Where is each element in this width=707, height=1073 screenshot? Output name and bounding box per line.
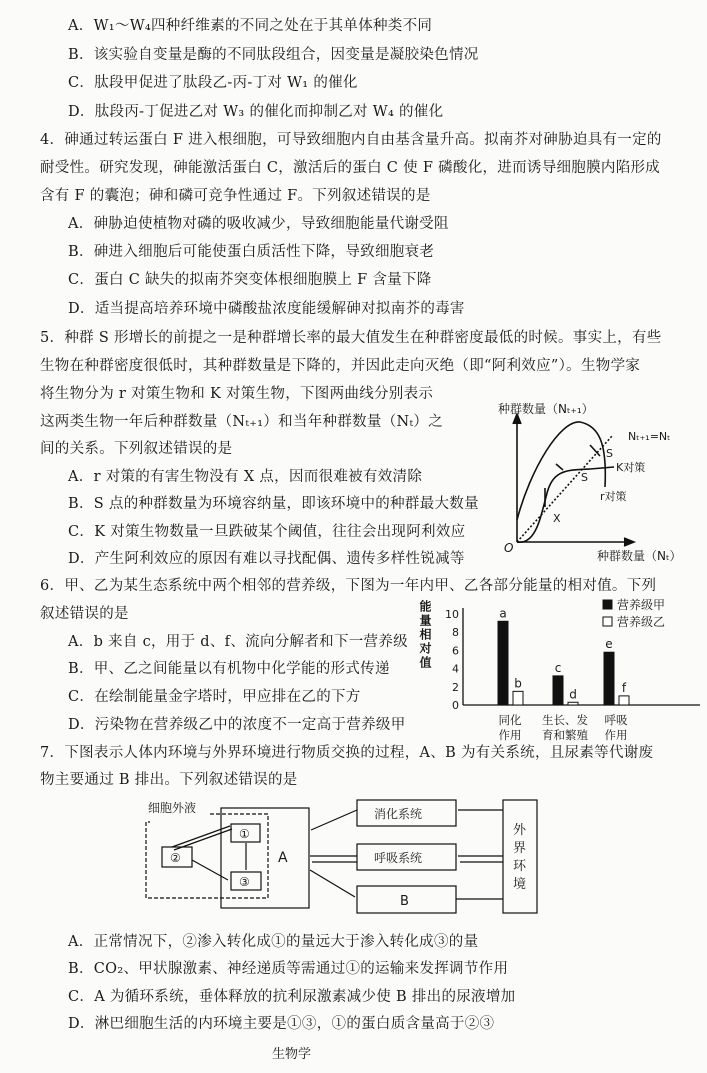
label-external: 环 (513, 859, 527, 874)
node-1: ① (239, 827, 250, 841)
y-tick-label: 2 (452, 680, 459, 694)
q5-option-b: B．S 点的种群数量为环境容纳量，即该环境中的种群最大数量 (68, 496, 479, 512)
box-external (503, 800, 537, 913)
category-label: 作用 (498, 728, 522, 742)
r-strategy-label: r对策 (600, 490, 627, 503)
q4-stem: 含有 F 的囊泡；砷和磷可竞争性通过 F。下列叙述错误的是 (40, 188, 431, 204)
q7-option-a: A．正常情况下，②渗入转化成①的量远大于渗入转化成③的量 (68, 934, 479, 950)
q5-stem: 将生物分为 r 对策生物和 K 对策生物，下图两曲线分别表示 (40, 386, 434, 402)
q4-stem: 4．砷通过转运蛋白 F 进入根细胞，可导致细胞内自由基含量升高。拟南芥对砷胁迫具有一定的 (40, 132, 662, 148)
k-strategy-label: K对策 (616, 461, 646, 474)
q7-stem: 7．下图表示人体内环境与外界环境进行物质交换的过程，A、B 为有关系统，且尿素等代谢废 (40, 745, 654, 761)
q7-option-d: D．淋巴细胞生活的内环境主要是①③，①的蛋白质含量高于②③ (68, 1016, 495, 1032)
y-tick-label: 4 (452, 662, 459, 676)
category-label: 呼吸 (604, 713, 628, 727)
q4-option-c: C．蛋白 C 缺失的拟南芥突变体根细胞膜上 F 含量下降 (68, 272, 432, 288)
box-a (221, 808, 309, 908)
data-label: e (605, 637, 613, 652)
footer-subject: 生物学 (272, 1047, 312, 1062)
y-tick-label: 8 (452, 626, 459, 640)
q5-option-c: C．K 对策生物数量一旦跌破某个阈值，往往会出现阿利效应 (68, 524, 466, 540)
q5-option-d: D．产生阿利效应的原因有难以寻找配偶、遗传多样性锐减等 (68, 551, 465, 567)
y-tick-label: 10 (445, 608, 459, 621)
q6-option-c: C．在绘制能量金字塔时，甲应排在乙的下方 (68, 689, 361, 705)
q4-option-b: B．砷进入细胞后可能使蛋白质活性下降，导致细胞衰老 (68, 244, 435, 260)
node-2: ② (170, 851, 181, 865)
label-b: B (400, 894, 409, 909)
category-label: 生长、发 (542, 713, 588, 727)
label-digestive: 消化系统 (374, 807, 423, 821)
legend-label: 营养级甲 (617, 598, 666, 612)
y-axis-label: 种群数量（Nₜ₊₁） (498, 402, 594, 416)
q5-stem: 间的关系。下列叙述错误的是 (40, 441, 233, 457)
x-point: X (553, 512, 561, 525)
x-axis-label: 种群数量（Nₜ） (597, 549, 682, 563)
q7-option-c: C．A 为循环系统，垂体释放的抗利尿激素减少使 B 排出的尿液增加 (68, 989, 516, 1005)
q5-option-a: A．r 对策的有害生物没有 X 点，因而很难被有效清除 (68, 469, 423, 485)
q4-option-a: A．砷胁迫使植物对磷的吸收减少，导致细胞能量代谢受阻 (68, 216, 449, 232)
q6-option-d: D．污染物在营养级乙中的浓度不一定高于营养级甲 (68, 717, 406, 733)
q4-stem: 耐受性。研究发现，砷能激活蛋白 C，激活后的蛋白 C 使 F 磷酸化，进而诱导细胞膜内陷形成 (40, 160, 661, 176)
q6-option-b: B．甲、乙之间能量以有机物中化学能的形式传递 (68, 661, 390, 677)
q7-option-b: B．CO₂、甲状腺激素、神经递质等需通过①的运输来发挥调节作用 (68, 961, 509, 977)
label-external: 外 (513, 823, 527, 838)
q7-stem: 物主要通过 B 排出。下列叙述错误的是 (40, 772, 298, 788)
category-label: 育和繁殖 (542, 728, 588, 742)
q5-stem: 这两类生物一年后种群数量（Nₜ₊₁）和当年种群数量（Nₜ）之 (40, 414, 443, 430)
q5-stem: 5．种群 S 形增长的前提之一是种群增长率的最大值发生在种群密度最低的时候。事实上，有些 (40, 330, 662, 346)
q3-option-c: C．肽段甲促进了肽段乙-丙-丁对 W₁ 的催化 (68, 75, 358, 91)
y-tick-label: 0 (452, 699, 459, 712)
label-a: A (278, 850, 288, 866)
data-label: a (499, 606, 507, 621)
q3-option-d: D．肽段丙-丁促进乙对 W₃ 的催化而抑制乙对 W₄ 的催化 (68, 104, 444, 120)
label-respiratory: 呼吸系统 (374, 851, 423, 865)
data-label: b (514, 676, 522, 691)
data-label: c (554, 660, 562, 675)
bar-chart-y-axis-label: 能量相对值 (418, 600, 432, 670)
q6-option-a: A．b 来自 c，用于 d、f、流向分解者和下一营养级 (68, 634, 408, 650)
q6-stem: 6．甲、乙为某生态系统中两个相邻的营养级，下图为一年内甲、乙各部分能量的相对值。下列 (40, 578, 657, 594)
q3-option-a: A．W₁～W₄四种纤维素的不同之处在于其单体种类不同 (68, 18, 433, 34)
label-external: 境 (513, 877, 527, 892)
node-3: ③ (239, 875, 250, 889)
s-point-lower: S (581, 471, 588, 484)
q6-stem: 叙述错误的是 (40, 606, 129, 622)
q5-stem: 生物在种群密度很低时，其种群数量是下降的，并因此走向灭绝（即“阿利效应”）。生物学家 (40, 358, 641, 374)
extracellular-label: 细胞外液 (148, 801, 197, 815)
q4-option-d: D．适当提高培养环境中磷酸盐浓度能缓解砷对拟南芥的毒害 (68, 301, 465, 317)
identity-line-label: Nₜ₊₁=Nₜ (628, 430, 671, 443)
s-point-upper: S (606, 447, 613, 460)
data-label: d (569, 687, 577, 702)
legend-label: 营养级乙 (617, 615, 666, 629)
category-label: 同化 (498, 713, 522, 727)
label-external: 界 (513, 841, 527, 856)
category-label: 作用 (604, 728, 628, 742)
q3-option-b: B．该实验自变量是酶的不同肽段组合，因变量是凝胶染色情况 (68, 47, 479, 63)
origin-label: O (504, 541, 514, 555)
data-label: f (621, 680, 627, 695)
y-tick-label: 6 (452, 644, 459, 658)
